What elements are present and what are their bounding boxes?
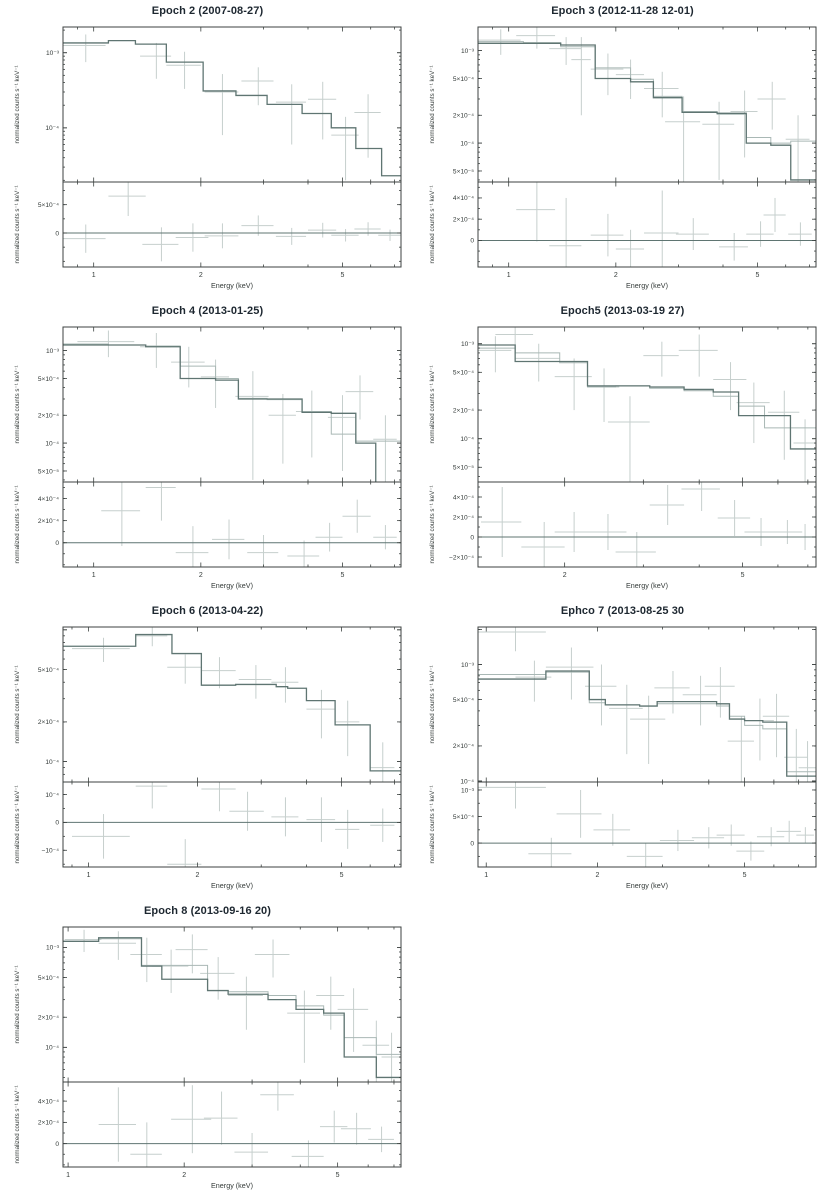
error-bar-crosses [478, 323, 816, 505]
svg-text:5×10⁻⁵: 5×10⁻⁵ [452, 464, 474, 472]
y-axis-title-main: normalized counts s⁻¹ keV⁻¹ [14, 365, 21, 444]
axis-ticks [478, 627, 816, 867]
error-bar-crosses [101, 454, 396, 579]
y-axis-title-resid: normalized counts s⁻¹ keV⁻¹ [429, 185, 436, 264]
svg-text:10⁻⁴: 10⁻⁴ [460, 140, 474, 148]
svg-text:10⁻⁴: 10⁻⁴ [45, 758, 59, 766]
panel-epoch-6 [0, 600, 415, 900]
y-axis-title-main: normalized counts s⁻¹ keV⁻¹ [14, 665, 21, 744]
svg-text:0: 0 [470, 237, 474, 245]
svg-text:2: 2 [595, 872, 600, 879]
model-step-line [478, 43, 816, 180]
spectrum-chart [420, 319, 825, 595]
axis-ticks [63, 627, 401, 867]
axis-labels [429, 662, 747, 890]
panel-title: Epoch 3 (2012-11-28 12-01) [551, 5, 694, 17]
panel-title: Epoch5 (2013-03-19 27) [560, 305, 685, 317]
axis-labels [429, 48, 760, 290]
y-axis-title-main: normalized counts s⁻¹ keV⁻¹ [14, 965, 21, 1044]
y-axis-title-resid: normalized counts s⁻¹ keV⁻¹ [14, 185, 21, 264]
svg-text:10⁻⁴: 10⁻⁴ [45, 791, 59, 799]
spectrum-chart [5, 619, 410, 895]
svg-text:10⁻⁴: 10⁻⁴ [45, 1044, 59, 1052]
x-axis-title: Energy (keV) [626, 881, 668, 890]
y-axis-title-main: normalized counts s⁻¹ keV⁻¹ [429, 365, 436, 444]
axis-labels [14, 50, 345, 290]
y-axis-title-main: normalized counts s⁻¹ keV⁻¹ [429, 65, 436, 144]
panel-epoch-3 [415, 0, 830, 300]
axes-frame [63, 27, 401, 267]
svg-text:5×10⁻⁴: 5×10⁻⁴ [37, 201, 59, 209]
svg-text:10⁻⁴: 10⁻⁴ [460, 435, 474, 443]
model-step-line [63, 938, 401, 1078]
axis-labels [429, 341, 745, 590]
axis-ticks [478, 27, 816, 267]
svg-text:2×10⁻⁴: 2×10⁻⁴ [452, 112, 474, 120]
error-bar-crosses [99, 1079, 394, 1186]
data-step-line [63, 939, 401, 1055]
svg-text:1: 1 [506, 272, 511, 279]
svg-text:0: 0 [55, 1140, 59, 1148]
svg-text:5: 5 [340, 572, 345, 579]
svg-text:1: 1 [66, 1172, 71, 1179]
svg-text:2×10⁻⁴: 2×10⁻⁴ [37, 517, 59, 525]
svg-text:10⁻⁴: 10⁻⁴ [45, 125, 59, 133]
error-bar-crosses [65, 930, 401, 1112]
svg-text:1: 1 [91, 272, 96, 279]
x-axis-title: Energy (keV) [626, 581, 668, 590]
svg-text:0: 0 [55, 540, 59, 548]
svg-text:10⁻³: 10⁻³ [45, 347, 59, 355]
error-bar-crosses [77, 330, 396, 507]
y-axis-title-resid: normalized counts s⁻¹ keV⁻¹ [429, 485, 436, 564]
y-axis-title-resid: normalized counts s⁻¹ keV⁻¹ [14, 485, 21, 564]
svg-text:2×10⁻⁴: 2×10⁻⁴ [452, 216, 474, 224]
svg-text:10⁻³: 10⁻³ [45, 944, 59, 952]
axis-ticks [63, 327, 401, 567]
svg-text:2: 2 [195, 872, 200, 879]
svg-text:1: 1 [86, 872, 91, 879]
panel-title: Epoch 8 (2013-09-16 20) [143, 905, 272, 917]
model-step-line [63, 345, 401, 484]
svg-text:4×10⁻⁴: 4×10⁻⁴ [37, 495, 59, 503]
model-step-line [478, 345, 816, 449]
panel-epoch-5 [415, 300, 830, 600]
x-axis-title: Energy (keV) [211, 581, 253, 590]
svg-text:2: 2 [182, 1172, 187, 1179]
svg-text:2×10⁻⁴: 2×10⁻⁴ [37, 412, 59, 420]
svg-text:0: 0 [470, 534, 474, 542]
svg-text:10⁻³: 10⁻³ [460, 787, 474, 795]
svg-text:1: 1 [91, 572, 96, 579]
svg-text:2×10⁻⁴: 2×10⁻⁴ [452, 407, 474, 415]
svg-text:−10⁻⁴: −10⁻⁴ [41, 847, 59, 855]
y-axis-title-resid: normalized counts s⁻¹ keV⁻¹ [429, 785, 436, 864]
svg-text:5×10⁻⁴: 5×10⁻⁴ [452, 813, 474, 821]
panel-title: Epoch 6 (2013-04-22) [151, 605, 264, 617]
svg-text:5: 5 [335, 1172, 340, 1179]
panel-epoch-7 [415, 600, 830, 900]
error-bar-crosses [481, 467, 816, 572]
svg-text:2×10⁻⁴: 2×10⁻⁴ [452, 743, 474, 751]
svg-text:10⁻³: 10⁻³ [460, 47, 474, 55]
panel-title: Epoch 4 (2013-01-25) [151, 305, 264, 317]
svg-text:5: 5 [740, 572, 745, 579]
error-bar-crosses [478, 26, 810, 208]
svg-text:5×10⁻⁴: 5×10⁻⁴ [37, 666, 59, 674]
svg-text:5×10⁻⁴: 5×10⁻⁴ [452, 696, 474, 704]
svg-text:2×10⁻⁴: 2×10⁻⁴ [37, 1119, 59, 1127]
svg-text:5: 5 [755, 272, 760, 279]
y-axis-title-main: normalized counts s⁻¹ keV⁻¹ [429, 665, 436, 744]
svg-text:2×10⁻⁴: 2×10⁻⁴ [37, 1014, 59, 1022]
svg-text:10⁻³: 10⁻³ [460, 341, 474, 349]
svg-text:0: 0 [55, 819, 59, 827]
svg-text:4×10⁻⁴: 4×10⁻⁴ [452, 195, 474, 203]
svg-text:2: 2 [613, 272, 618, 279]
x-axis-title: Energy (keV) [211, 1181, 253, 1190]
svg-text:−2×10⁻⁴: −2×10⁻⁴ [448, 554, 474, 562]
axes-frame [63, 627, 401, 867]
error-bar-crosses [63, 34, 381, 180]
model-step-line [63, 41, 401, 176]
x-axis-title: Energy (keV) [211, 881, 253, 890]
svg-text:5×10⁻⁴: 5×10⁻⁴ [452, 75, 474, 83]
error-bar-crosses [72, 764, 394, 889]
y-axis-title-resid: normalized counts s⁻¹ keV⁻¹ [14, 785, 21, 864]
model-step-line [478, 671, 816, 776]
spectrum-chart [5, 319, 410, 595]
svg-text:5: 5 [742, 872, 747, 879]
axis-ticks [63, 927, 401, 1167]
axes-frame [478, 327, 816, 567]
svg-text:5×10⁻⁴: 5×10⁻⁴ [37, 375, 59, 383]
svg-text:5: 5 [339, 872, 344, 879]
model-step-line [63, 635, 401, 771]
axis-ticks [63, 27, 401, 267]
error-bar-crosses [72, 627, 394, 814]
data-step-line [478, 42, 816, 143]
svg-text:2: 2 [198, 272, 203, 279]
y-axis-title-resid: normalized counts s⁻¹ keV⁻¹ [14, 1085, 21, 1164]
svg-text:2: 2 [562, 572, 567, 579]
spectrum-chart [5, 919, 410, 1195]
empty-grid-cell [415, 900, 830, 1200]
svg-text:5×10⁻⁴: 5×10⁻⁴ [452, 369, 474, 377]
svg-text:10⁻³: 10⁻³ [45, 50, 59, 58]
svg-text:10⁻⁴: 10⁻⁴ [460, 778, 474, 786]
panel-title: Ephco 7 (2013-08-25 30 [560, 605, 685, 617]
svg-text:5×10⁻⁵: 5×10⁻⁵ [452, 168, 474, 176]
axes-frame [63, 327, 401, 567]
svg-text:10⁻⁴: 10⁻⁴ [45, 440, 59, 448]
svg-text:5: 5 [340, 272, 345, 279]
panel-title: Epoch 2 (2007-08-27) [151, 5, 264, 17]
x-axis-title: Energy (keV) [626, 281, 668, 290]
panel-epoch-2 [0, 0, 415, 300]
spectrum-chart [420, 19, 825, 295]
svg-text:10⁻³: 10⁻³ [460, 661, 474, 669]
panel-epoch-4 [0, 300, 415, 600]
svg-text:5×10⁻⁴: 5×10⁻⁴ [37, 974, 59, 982]
x-axis-title: Energy (keV) [211, 281, 253, 290]
svg-text:4×10⁻⁴: 4×10⁻⁴ [452, 494, 474, 502]
spectrum-chart [5, 19, 410, 295]
svg-text:2×10⁻⁴: 2×10⁻⁴ [452, 514, 474, 522]
svg-text:1: 1 [484, 872, 489, 879]
axes-frame [63, 927, 401, 1167]
svg-text:2: 2 [198, 572, 203, 579]
error-bar-crosses [516, 178, 811, 294]
svg-text:4×10⁻⁴: 4×10⁻⁴ [37, 1098, 59, 1106]
svg-text:5×10⁻⁵: 5×10⁻⁵ [37, 468, 59, 476]
y-axis-title-main: normalized counts s⁻¹ keV⁻¹ [14, 65, 21, 144]
svg-text:0: 0 [470, 840, 474, 848]
svg-text:0: 0 [55, 230, 59, 238]
panel-epoch-8 [0, 900, 415, 1200]
spectrum-chart [420, 619, 825, 895]
axes-frame [478, 627, 816, 867]
data-step-line [63, 344, 401, 441]
axis-ticks [478, 327, 816, 567]
axes-frame [478, 27, 816, 267]
svg-text:2×10⁻⁴: 2×10⁻⁴ [37, 719, 59, 727]
error-bar-crosses [63, 176, 401, 261]
